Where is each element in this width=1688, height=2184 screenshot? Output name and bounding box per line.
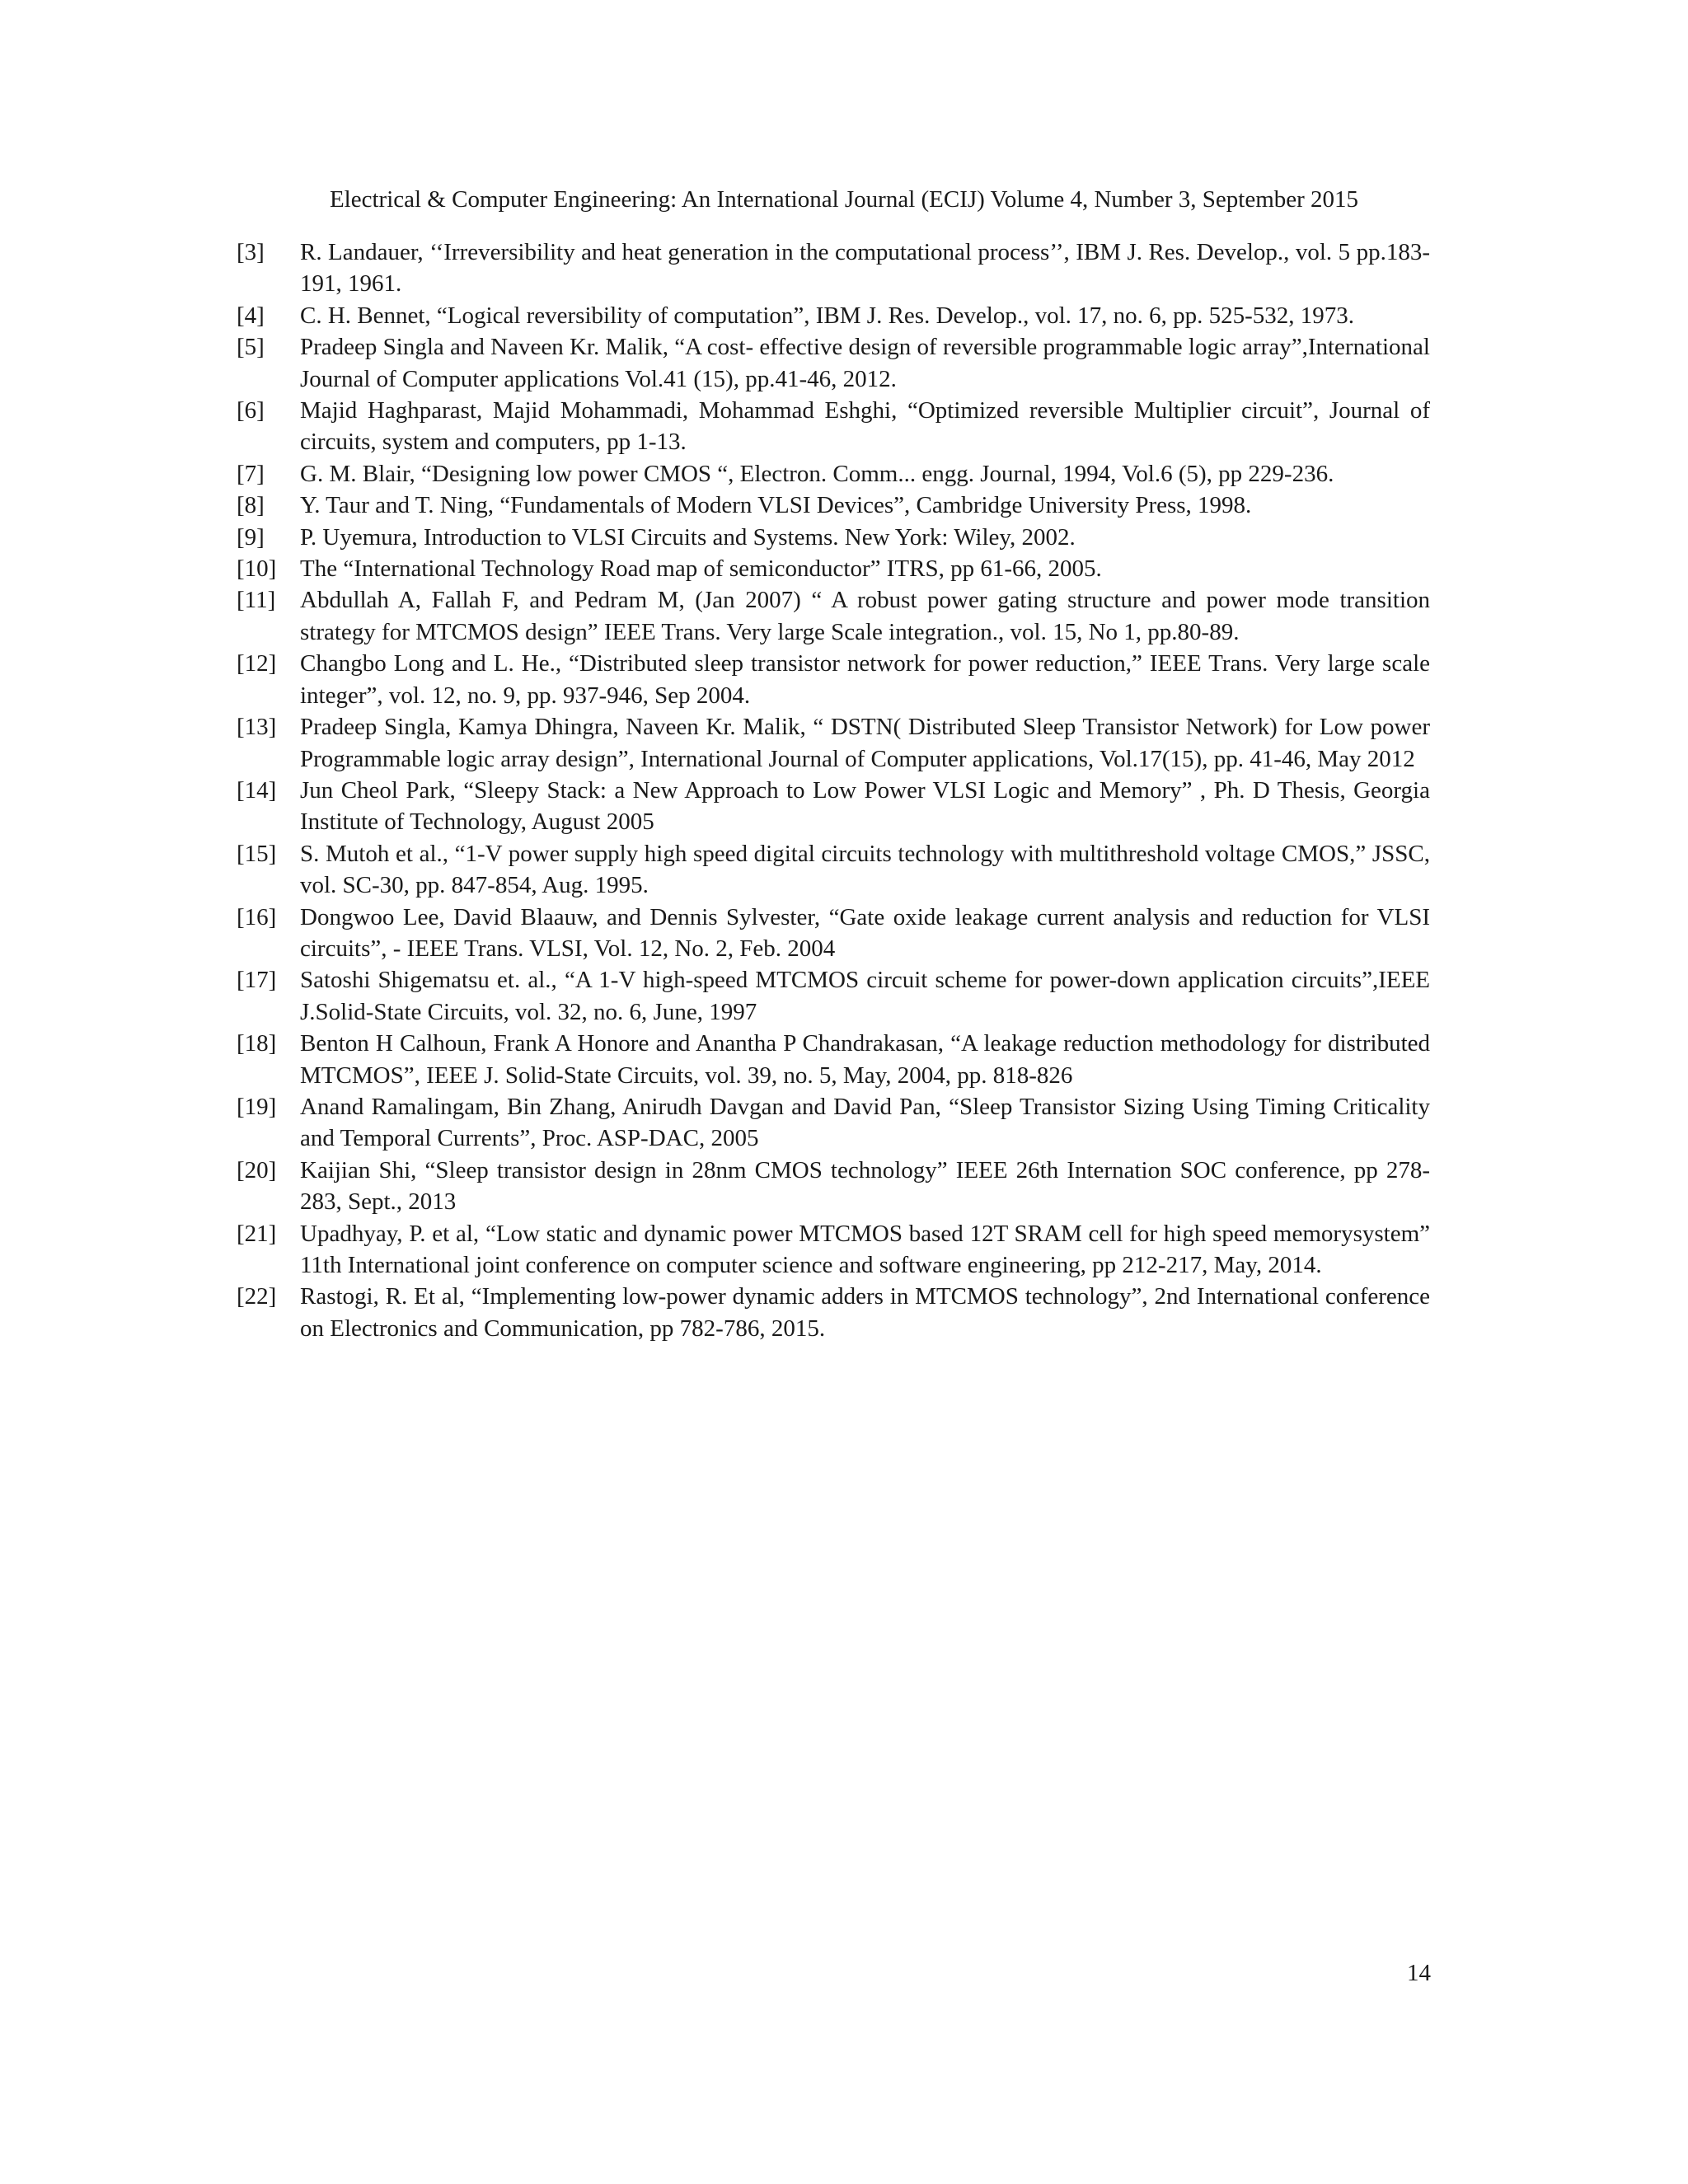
reference-item [237,1218,1430,1282]
reference-item [237,522,1430,553]
reference-item [237,584,1430,648]
reference-number: [14] [237,776,277,804]
reference-number: [21] [237,1220,277,1247]
reference-item [237,490,1430,521]
reference-item [237,964,1430,1028]
reference-number: [12] [237,650,277,677]
reference-number: [9] [237,523,265,551]
reference-number: [3] [237,239,265,265]
reference-item [237,711,1430,775]
reference-text: R. Landauer, ‘‘Irreversibility and heat generation in the computational process’’, IBM J. Res. Develop., vol. 5 pp.183-191, 1961. [300,239,1430,298]
reference-item [237,331,1430,395]
reference-number: [20] [237,1156,277,1183]
reference-item [237,395,1430,458]
reference-number: [11] [237,587,276,614]
reference-text: Pradeep Singla, Kamya Dhingra, Naveen Kr. Malik, “ DSTN( Distributed Sleep Transistor Network) for Low power Programmable logic array design”, International Journal of Computer applications, Vol.17(15), pp. 41-46, May 2012 [300,714,1430,772]
reference-text: The “International Technology Road map of semiconductor” ITRS, pp 61-66, 2005. [300,555,1102,583]
reference-number: [18] [237,1030,277,1057]
reference-item [237,458,1430,490]
reference-text: Changbo Long and L. He., “Distributed sleep transistor network for power reduction,” IEEE Trans. Very large scale integer”, vol. 12, no. 9, pp. 937-946, Sep 2004. [300,650,1430,709]
reference-text: Abdullah A, Fallah F, and Pedram M, (Jan 2007) “ A robust power gating structure and power mode transition strategy for MTCMOS design” IEEE Trans. Very large Scale integration., vol. 15, No 1, pp.80-89. [300,587,1430,645]
reference-number: [17] [237,967,277,994]
reference-item [237,1028,1430,1091]
reference-item [237,300,1430,331]
reference-number: [13] [237,714,277,741]
reference-text: S. Mutoh et al., “1-V power supply high speed digital circuits technology with multithreshold voltage CMOS,” JSSC, vol. SC-30, pp. 847-854, Aug. 1995. [300,840,1430,899]
page-number: 14 [1407,1960,1431,1986]
reference-text: Rastogi, R. Et al, “Implementing low-power dynamic adders in MTCMOS technology”, 2nd International conference on Electronics and Communication, pp 782-786, 2015. [300,1283,1430,1342]
reference-number: [15] [237,840,277,867]
reference-item [237,838,1430,902]
reference-item [237,775,1430,838]
reference-number: [4] [237,302,265,329]
reference-text: Y. Taur and T. Ning, “Fundamentals of Modern VLSI Devices”, Cambridge University Press, 1998. [300,492,1252,519]
reference-item [237,1281,1430,1344]
reference-item [237,237,1430,300]
reference-text: Satoshi Shigematsu et. al., “A 1-V high-speed MTCMOS circuit scheme for power-down application circuits”,IEEE J.Solid-State Circuits, vol. 32, no. 6, June, 1997 [300,967,1430,1025]
reference-text: Dongwoo Lee, David Blaauw, and Dennis Sylvester, “Gate oxide leakage current analysis and reduction for VLSI circuits”, - IEEE Trans. VLSI, Vol. 12, No. 2, Feb. 2004 [300,903,1430,962]
reference-text: Upadhyay, P. et al, “Low static and dynamic power MTCMOS based 12T SRAM cell for high speed memorysystem” 11th International joint conference on computer science and software engineering, pp 212-217, May, 2014. [300,1220,1430,1278]
reference-item [237,1155,1430,1218]
reference-item [237,902,1430,965]
reference-text: Jun Cheol Park, “Sleepy Stack: a New Approach to Low Power VLSI Logic and Memory” , Ph. D Thesis, Georgia Institute of Technology, August 2005 [300,776,1430,836]
reference-text: C. H. Bennet, “Logical reversibility of computation”, IBM J. Res. Develop., vol. 17, no. 6, pp. 525-532, 1973. [300,302,1355,329]
reference-text: Kaijian Shi, “Sleep transistor design in 28nm CMOS technology” IEEE 26th Internation SOC conference, pp 278-283, Sept., 2013 [300,1156,1430,1216]
reference-item [237,553,1430,584]
reference-number: [6] [237,397,265,424]
reference-number: [22] [237,1283,277,1310]
reference-text: Benton H Calhoun, Frank A Honore and Anantha P Chandrakasan, “A leakage reduction methodology for distributed MTCMOS”, IEEE J. Solid-State Circuits, vol. 39, no. 5, May, 2004, pp. 818-826 [300,1030,1430,1089]
reference-item [237,648,1430,711]
reference-number: [8] [237,492,265,519]
reference-text: Majid Haghparast, Majid Mohammadi, Mohammad Eshghi, “Optimized reversible Multiplier circuit”, Journal of circuits, system and computers, pp 1-13. [300,397,1430,456]
reference-text: G. M. Blair, “Designing low power CMOS “, Electron. Comm... engg. Journal, 1994, Vol.6 (5), pp 229-236. [300,460,1334,487]
reference-number: [19] [237,1093,277,1120]
reference-text: P. Uyemura, Introduction to VLSI Circuits and Systems. New York: Wiley, 2002. [300,523,1076,551]
reference-text: Pradeep Singla and Naveen Kr. Malik, “A cost- effective design of reversible programmable logic array”,International Journal of Computer applications Vol.41 (15), pp.41-46, 2012. [300,334,1430,392]
reference-number: [7] [237,460,265,487]
reference-text: Anand Ramalingam, Bin Zhang, Anirudh Davgan and David Pan, “Sleep Transistor Sizing Using Timing Criticality and Temporal Currents”, Proc. ASP-DAC, 2005 [300,1093,1430,1152]
reference-number: [10] [237,555,277,583]
reference-number: [16] [237,903,277,930]
running-header: Electrical & Computer Engineering: An International Journal (ECIJ) Volume 4, Number 3, September 2015 [329,186,1359,213]
reference-list [237,237,1430,1344]
reference-number: [5] [237,334,265,361]
reference-item [237,1091,1430,1155]
